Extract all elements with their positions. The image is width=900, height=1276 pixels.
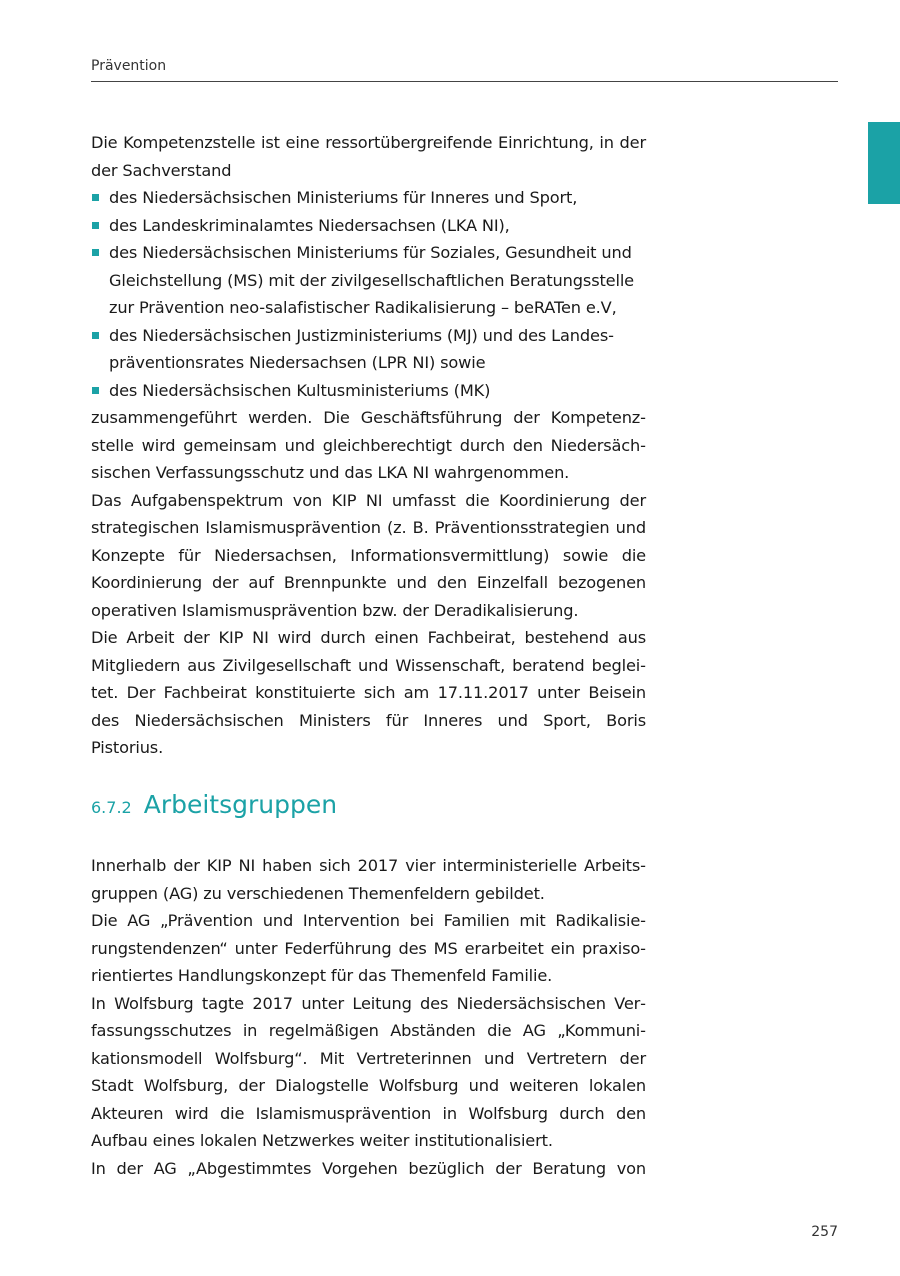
paragraph: In Wolfsburg tagte 2017 unter Leitung des Niedersächsischen Verfassungsschutzes in regelmäßigen Abständen die AG „Kommunikationsmodell Wolfsburg“. Mit Vertreterinnen und Vertretern der Stadt Wolfsburg, der Dialogstelle Wolfsburg und weiteren lokalen Akteuren wird die Islamismusprävention in Wolfsburg durch den Aufbau eines lokalen Netzwerkes weiter institutionalisiert. — [91, 993, 646, 1150]
section-title: Arbeitsgruppen — [143, 790, 338, 819]
paragraph: Das Aufgabenspektrum von KIP NI umfasst die Koordinierung der strategischen Islamismusprävention (z. B. Präventionsstrategien und Konzepte für Niedersachsen, Informationsvermittlung) sowie die Koordinierung der auf Brennpunkte und den Einzelfall bezogenen operativen Islamismusprävention bzw. der Deradikalisierung. — [91, 490, 646, 620]
bullet-square-icon — [92, 194, 99, 201]
bullet-square-icon — [92, 387, 99, 394]
paragraph: In der AG „Abgestimmtes Vorgehen bezüglich der Beratung von — [91, 1158, 646, 1178]
bullet-square-icon — [92, 222, 99, 229]
page-number: 257 — [811, 1224, 838, 1240]
intro-text-block — [91, 129, 646, 762]
paragraph: Die AG „Prävention und Intervention bei Familien mit Radikalisierungstendenzen“ unter Federführung des MS erarbeitet ein praxisorientiertes Handlungskonzept für das Themenfeld Familie. — [91, 911, 646, 985]
list-item-text: des Niedersächsischen Ministeriums für Inneres und Sport, — [109, 188, 578, 207]
intro-lead: Die Kompetenzstelle ist eine ressortübergreifende Einrichtung, in der der Sachverstand — [91, 133, 646, 180]
paragraph: Innerhalb der KIP NI haben sich 2017 vier interministerielle Arbeitsgruppen (AG) zu verschiedenen Themenfeldern gebildet. — [91, 856, 646, 903]
list-item-text: des Niedersächsischen Kultusministeriums (MK) — [109, 380, 491, 400]
list-item — [91, 377, 646, 405]
paragraph: zusammengeführt werden. Die Geschäftsführung der Kompetenzstelle wird gemeinsam und gleichberechtigt durch den Niedersächsischen Verfassungsschutz und das LKA NI wahrgenommen. — [91, 408, 646, 482]
list-item-text: des Landeskriminalamtes Niedersachsen (LKA NI), — [109, 215, 510, 235]
section-text-block — [91, 852, 646, 1182]
paragraph: Die Arbeit der KIP NI wird durch einen Fachbeirat, bestehend aus Mitgliedern aus Zivilgesellschaft und Wissenschaft, beratend begleitet. Der Fachbeirat konstituierte sich am 17.11.2017 unter Beisein des Niedersächsischen Ministers für Inneres und Sport, Boris Pistorius. — [91, 628, 646, 757]
bullet-square-icon — [92, 249, 99, 256]
institution-list — [91, 184, 646, 404]
list-item — [91, 239, 646, 322]
bullet-square-icon — [92, 332, 99, 339]
chapter-tab-marker — [868, 122, 900, 204]
header-rule — [91, 81, 838, 82]
list-item — [91, 322, 646, 377]
running-header-title: Prävention — [91, 58, 167, 74]
list-item-text: des Niedersächsischen Justizministeriums (MJ) und des Landespräventionsrates Niedersachsen (LPR NI) sowie — [109, 325, 614, 372]
section-heading — [91, 790, 337, 819]
list-item — [91, 212, 646, 240]
section-number: 6.7.2 — [91, 798, 132, 817]
list-item — [91, 184, 646, 212]
list-item-text: des Niedersächsischen Ministeriums für Soziales, Gesundheit und Gleichstellung (MS) mit der zivilgesellschaftlichen Beratungsstelle zur Prävention neo-salafistischer Radikalisierung – beRATen e.V, — [109, 243, 634, 317]
